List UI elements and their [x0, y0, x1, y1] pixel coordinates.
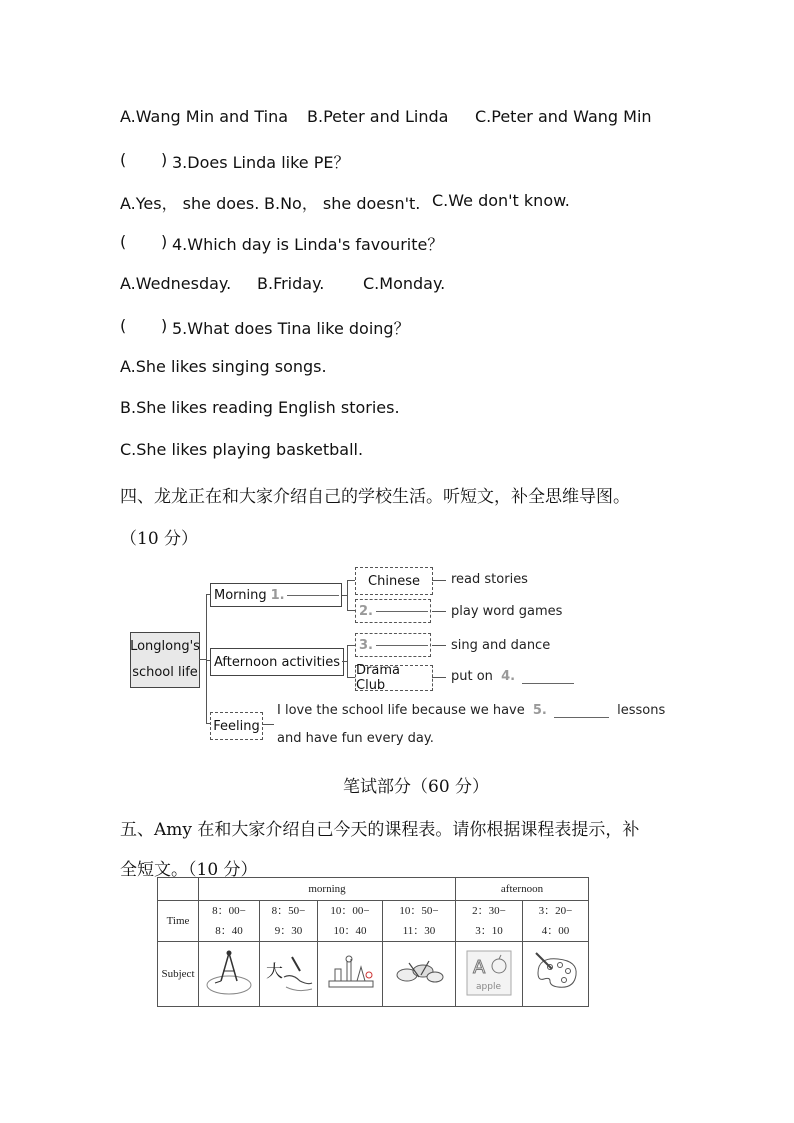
option-b: B.She likes reading English stories.: [120, 398, 400, 417]
option-c: C.Monday.: [363, 274, 446, 293]
time-end: 3：10: [475, 925, 503, 937]
feeling-line-1: [277, 703, 665, 718]
answer-paren-open: (: [120, 150, 127, 169]
answer-paren-open: (: [120, 316, 127, 335]
option-a: A.Yes， she does.: [120, 194, 260, 213]
section-4-title: 四、龙龙正在和大家介绍自己的学校生活。听短文，补全思维导图。: [120, 487, 630, 507]
connector-line: [432, 580, 446, 581]
connector-line: [199, 659, 206, 660]
connector-line: [432, 677, 446, 678]
sing-and-dance-text: sing and dance: [451, 638, 551, 653]
written-part-heading: 笔试部分（60 分）: [343, 777, 490, 797]
feeling-text-2: and have fun every day.: [277, 731, 434, 746]
answer-blank-5: [554, 717, 609, 718]
time-cell: [260, 901, 318, 942]
connector-line: [347, 645, 348, 677]
answer-paren-close: ): [161, 150, 168, 169]
question-text: 5.What does Tina like doing？: [172, 319, 410, 338]
time-end: 9：30: [274, 925, 303, 937]
chinese-calligraphy-icon: [260, 942, 318, 1007]
subject-row: [158, 942, 589, 1007]
root-label-line1: Longlong's: [130, 639, 200, 654]
time-start: 10：00−: [330, 905, 370, 917]
art-palette-icon: [523, 942, 589, 1007]
connector-line: [206, 594, 207, 724]
schedule-header-row: [158, 878, 589, 901]
chinese-box: Chinese: [355, 567, 433, 595]
feeling-text-1: I love the school life because we have: [277, 703, 525, 718]
blank-number-5: 5.: [532, 703, 547, 718]
time-end: 10：40: [333, 925, 367, 937]
schedule-table: [157, 877, 589, 1007]
put-on-text: put on: [451, 669, 493, 684]
blank-number-2: 2.: [359, 603, 373, 619]
answer-paren-close: ): [161, 316, 168, 335]
afternoon-box: Afternoon activities: [210, 648, 344, 676]
answer-blank-1: [287, 595, 339, 596]
time-start: 8：50−: [271, 905, 306, 917]
question-text: 4.Which day is Linda's favourite？: [172, 235, 444, 254]
read-stories-text: read stories: [451, 572, 528, 587]
answer-paren-close: ): [161, 232, 168, 251]
connector-line: [342, 661, 347, 662]
drama-club-box: Drama Club: [355, 665, 433, 691]
time-cell: [456, 901, 523, 942]
answer-blank-2: [376, 611, 428, 612]
answer-paren-open: (: [120, 232, 127, 251]
music-drum-icon: [383, 942, 456, 1007]
afternoon-header: afternoon: [456, 878, 589, 901]
chinese-character: 大: [265, 961, 283, 982]
question-text: 3.Does Linda like PE？: [172, 153, 350, 172]
time-end: 8：40: [215, 925, 243, 937]
blank-number-3: 3.: [359, 637, 373, 653]
option-a: A.Wednesday.: [120, 274, 232, 293]
section-5-line-1: 五、Amy 在和大家介绍自己今天的课程表。请你根据课程表提示，补: [120, 820, 640, 840]
connector-line: [347, 645, 355, 646]
apple-word: apple: [476, 981, 501, 992]
section-5-line-2: 全短文。（10 分）: [120, 860, 258, 880]
time-cell: [523, 901, 589, 942]
time-start: 8：00−: [212, 905, 246, 917]
connector-line: [347, 580, 348, 610]
option-a: A.She likes singing songs.: [120, 357, 327, 376]
option-a: A.Wang Min and Tina: [120, 107, 289, 126]
mind-map-root: [130, 632, 200, 688]
time-start: 2：30−: [472, 905, 506, 917]
option-c: C.Peter and Wang Min: [475, 107, 652, 126]
blank-2-box: [355, 599, 431, 623]
time-cell: [199, 901, 260, 942]
play-word-games-text: play word games: [451, 604, 563, 619]
subject-label: Subject: [158, 942, 199, 1007]
blank-3-box: [355, 633, 431, 657]
morning-header: morning: [199, 878, 456, 901]
english-apple-icon: [456, 942, 523, 1007]
time-cell: [318, 901, 383, 942]
time-start: 10：50−: [399, 905, 439, 917]
compass-icon: [199, 942, 260, 1007]
feeling-box: Feeling: [210, 712, 263, 740]
connector-line: [262, 724, 274, 725]
root-label-line2: school life: [132, 665, 198, 680]
connector-line: [432, 645, 446, 646]
time-row: [158, 901, 589, 942]
connector-line: [432, 611, 446, 612]
corner-cell: [158, 878, 199, 901]
time-label: Time: [158, 901, 199, 942]
option-c: C.We don't know.: [432, 191, 570, 210]
connector-line: [342, 595, 347, 596]
morning-label: Morning: [214, 587, 267, 603]
time-end: 11：30: [402, 925, 436, 937]
put-on-line: [451, 669, 574, 684]
option-b: B.Friday.: [257, 274, 325, 293]
section-4-score: （10 分）: [120, 529, 199, 549]
blank-number-1: 1.: [270, 587, 285, 603]
time-end: 4：00: [541, 925, 570, 937]
answer-blank-3: [376, 645, 428, 646]
option-b: B.No， she doesn't.: [264, 194, 421, 213]
blank-number-4: 4.: [501, 669, 516, 684]
lessons-text: lessons: [617, 703, 666, 718]
time-start: 3：20−: [538, 905, 573, 917]
option-b: B.Peter and Linda: [307, 107, 449, 126]
science-lab-icon: [318, 942, 383, 1007]
connector-line: [347, 610, 355, 611]
morning-box: [210, 583, 342, 607]
time-cell: [383, 901, 456, 942]
option-c: C.She likes playing basketball.: [120, 440, 364, 459]
answer-blank-4: [522, 683, 574, 684]
connector-line: [347, 580, 355, 581]
connector-line: [347, 677, 355, 678]
apple-letter: A: [473, 956, 486, 978]
